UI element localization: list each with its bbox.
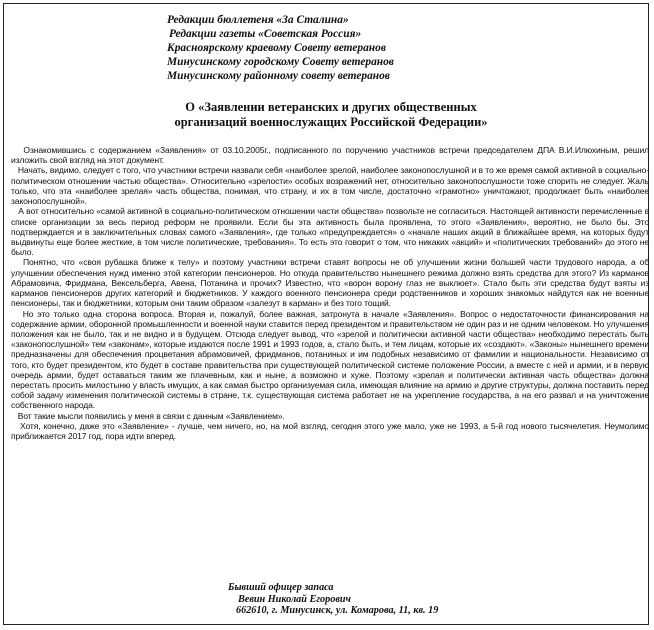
signature-name: Вевин Николай Егорович (238, 593, 351, 605)
title-line: организаций военнослужащих Российской Федерации» (174, 115, 488, 129)
paragraph (11, 309, 649, 411)
document-title (64, 100, 598, 130)
paragraph (11, 411, 649, 421)
addressee-line: Редакции бюллетеня «За Сталина» (167, 14, 349, 26)
document-frame (3, 3, 649, 625)
addressee-block (167, 13, 587, 83)
title-line: О «Заявлении ветеранских и других общественных (185, 100, 477, 114)
paragraph (11, 145, 649, 165)
paragraph-text: Ознакомившись с содержанием «Заявления» от 03.10.2005г., подписанного по поручению участников встречи председателем ДПА В.И.Илюхиным, решил изложить свой взгляд на этот документ. (11, 145, 650, 166)
paragraph-text: Начать, видимо, следует с того, что участники встречи назвали себя «наиболее зрелой, наиболее законопослушной и в то же время самой активной в социально-политическом отношении частью общества». Относительно «зрелости» особых возражений нет, относительно законопослушности тоже спорить не следует. Жаль только, что эта «наиболее зрелая» часть общества, понимая, что страну, и их в том числе, достаточно «грамотно» уничтожают, продолжает быть «наиболее законопослушной». (11, 165, 649, 207)
paragraph (11, 421, 649, 441)
paragraph-text: Понятно, что «своя рубашка ближе к телу» и поэтому участники встречи ставят вопросы не об улучшении жизни большей части трудового народа, а об улучшении обеспечения нужд именно этой категории пенсионеров. Но откуда правительство нынешнего режима должно взять средства для этого? Из карманов Абрамовича, Фридмана, Вексельберга, Авена, Потанина и прочих? Известно, что «ворон ворону глаз не выклюет». Стало быть эти средства будут взяты из карманов пенсионеров других категорий и бюджетников. У каждого военного пенсионера среди родственников и хороших знакомых найдутся как не военные пенсионеры, так и бюджетники, которым они таким образом «залезут в карман» и без того тощий. (11, 257, 649, 309)
letter-body (11, 145, 649, 441)
paragraph (11, 206, 649, 257)
paragraph-text: А вот относительно «самой активной в социально-политическом отношении части общества» позвольте не согласиться. Настоящей активности перечисленные в списке организации за весь период реформ не проявили. Если бы эта активность была проявлена, то этого «Заявления», вероятно, не было бы. Это подтверждается и в заключительных словах самого «Заявления», где только «предупреждается» о «начале наших акций в ближайшее время, на которых будут выдвинуты еще более жесткие, в том числе политические, требования». То есть это говорит о том, что никаких «акций» и «политических требований» до этого не было. (11, 206, 650, 258)
signature-role: Бывший офицер запаса (228, 582, 334, 593)
addressee-line: Редакции газеты «Советская Россия» (169, 28, 362, 40)
addressee-line: Минусинскому городскому Совету ветеранов (167, 56, 394, 68)
paragraph-text: Но это только одна сторона вопроса. Вторая и, пожалуй, более важная, затронута в начале «Заявления». Вопрос о недостаточности финансирования на содержание армии, оборонной промышленности и военной науки ставится перед президентом и правительством не один раз и не одним человеком. Но улучшения положения как не было, так и не видно и в будущем. Отсюда следует вывод, что «зрелой и политически активной части общества» необходимо перестать быть «законопослушной» тем «законам», которые издаются после 1991 и 1993 годов, а, стало быть, и тем лицам, которые их «создают». «Законы» нынешнего времени предназначены для обеспечения процветания абрамовичей, фридманов, потаниных и им подобных независимо от фамилии и национальности. Независимо от того, кто будет президентом, кто будет в составе правительства при существующей политической системе положение России, а вместе с ней и армии, и в первую очередь армии, будет оставаться таким же плачевным, как и ныне, а возможно и хуже. Поэтому «зрелая и политически активная часть общества» должна перестать просить милостыню у власть имущих, а как самая быстро организуемая сила, имеющая влияние на армию и другие структуры, должна поставить перед собой задачу изменения политической системы в стране, т.к. существующая система работает не на укрепление государства, а на его развал и на уничтожение собственного народа. (11, 308, 649, 411)
addressee-line: Минусинскому районному совету ветеранов (167, 70, 390, 82)
paragraph (11, 165, 649, 206)
paragraph (11, 257, 649, 308)
paragraph-text: Хотя, конечно, даже это «Заявление» - лучше, чем ничего, но, на мой взгляд, сегодня этого уже мало, уже не 1993, а 5-й год нового тысячелетия. Неумолимо приближается 2017 год, пора идти вперед. (11, 420, 649, 442)
paragraph-text: Вот такие мысли появились у меня в связи с данным «Заявлением». (17, 410, 285, 421)
addressee-line: Красноярскому краевому Совету ветеранов (167, 42, 386, 54)
signature-block (228, 582, 528, 617)
signature-address: 662610, г. Минусинск, ул. Комарова, 11, кв. 19 (236, 605, 439, 616)
